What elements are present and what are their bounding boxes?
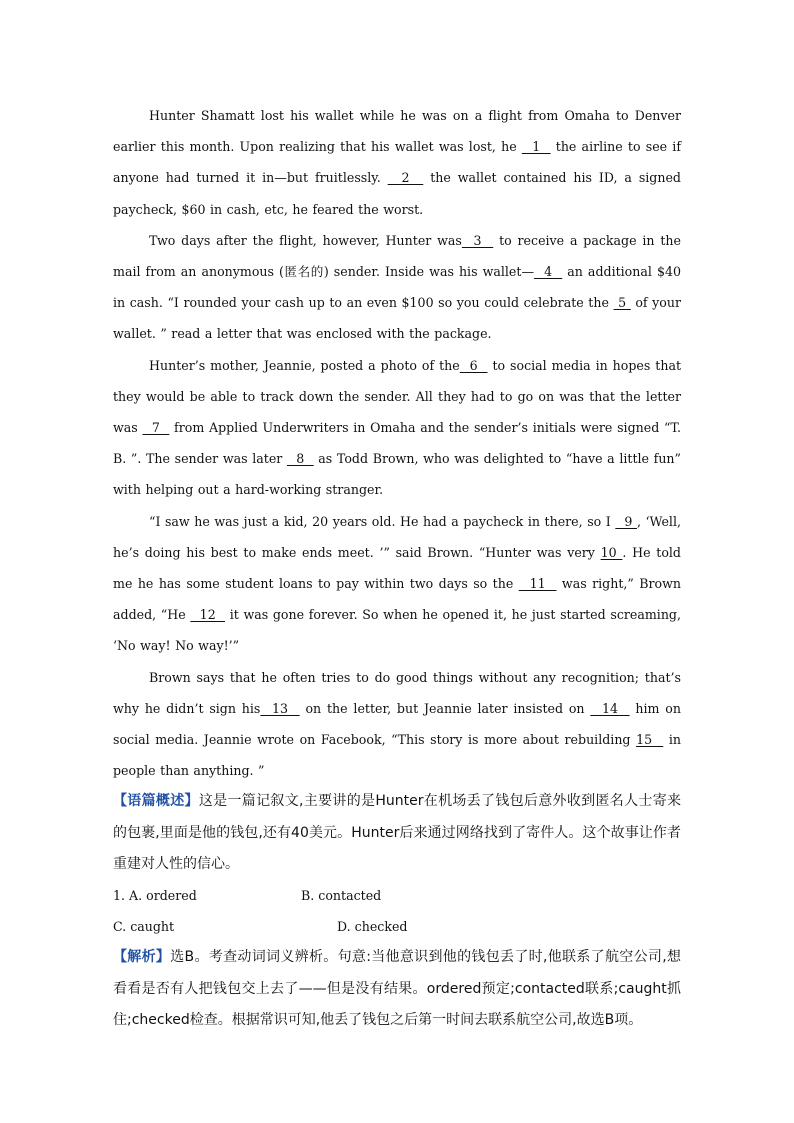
- options-row-1: [113, 880, 681, 911]
- option-d: D. checked: [337, 919, 408, 935]
- blank-4: 4: [534, 264, 563, 280]
- text: an additional $40 in cash. “I rounded your cash up to an even $100 so you could celebrate the: [113, 264, 681, 311]
- text: to receive a package in the mail from an anonymous (匿名的) sender. Inside was his wallet—: [113, 232, 681, 280]
- blank-5: 5: [613, 295, 631, 311]
- blank-6: 6: [459, 357, 488, 373]
- text: Hunter Shamatt lost his wallet while he was on a flight from Omaha to Denver earlier this month. Upon realizing that his wallet was lost, he: [113, 108, 681, 155]
- passage-paragraph-1: [113, 100, 681, 225]
- blank-8: 8: [286, 451, 314, 467]
- blank-2: 2: [387, 170, 424, 186]
- blank-7: 7: [142, 420, 170, 436]
- options-row-2: [113, 911, 681, 942]
- text: him on social media. Jeannie wrote on Facebook, “This story is more about rebuilding: [113, 700, 681, 748]
- answer-analysis: [113, 942, 681, 1036]
- option-b: B. contacted: [301, 888, 382, 904]
- blank-14: 14: [590, 700, 630, 716]
- analysis-tag: 【解析】: [113, 949, 171, 966]
- text: from Applied Underwriters in Omaha and the sender’s initials were signed “T. B. ”. The sender was later: [113, 420, 681, 467]
- text: was right,” Brown added, “He: [113, 576, 682, 623]
- document-page: [113, 100, 681, 1036]
- text: as Todd Brown, who was delighted to “have a little fun” with helping out a hard-working stranger.: [113, 451, 681, 498]
- text: the airline to see if anyone had turned it in—but fruitlessly.: [113, 139, 681, 186]
- text: Hunter’s mother, Jeannie, posted a photo of the: [149, 357, 460, 373]
- passage-paragraph-3: [113, 350, 681, 506]
- blank-10: 10: [600, 544, 623, 560]
- text: “I saw he was just a kid, 20 years old. He had a paycheck in there, so I: [149, 513, 616, 529]
- text: on the letter, but Jeannie later insisted on: [299, 700, 591, 716]
- blank-3: 3: [461, 232, 494, 248]
- text: it was gone forever. So when he opened it, he just started screaming, ‘No way! No way!’”: [113, 607, 682, 654]
- text: in people than anything. ”: [113, 732, 681, 779]
- text: Brown says that he often tries to do good things without any recognition; that’s why he didn’t sign his: [113, 669, 681, 716]
- blank-9: 9: [615, 513, 637, 529]
- summary-text: 这是一篇记叙文,主要讲的是Hunter在机场丢了钱包后意外收到匿名人士寄来的包裹,里面是他的钱包,还有40美元。Hunter后来通过网络找到了寄件人。这个故事让作者重建对人性的信心。: [113, 793, 681, 872]
- option-a: 1. A. ordered: [113, 888, 197, 904]
- text: of your wallet. ” read a letter that was enclosed with the package.: [113, 295, 681, 342]
- blank-15: 15: [636, 732, 664, 748]
- text: . He told me he has some student loans to pay within two days so the: [113, 544, 681, 592]
- passage-paragraph-4: [113, 506, 681, 662]
- blank-12: 12: [190, 607, 226, 623]
- blank-11: 11: [518, 576, 557, 592]
- blank-13: 13: [260, 700, 300, 716]
- passage-paragraph-5: [113, 662, 681, 787]
- passage-summary: [113, 786, 681, 880]
- question-1-options: [113, 880, 681, 942]
- option-c: C. caught: [113, 919, 175, 935]
- analysis-text: 选B。考查动词词义辨析。句意:当他意识到他的钱包丢了时,他联系了航空公司,想看看是否有人把钱包交上去了——但是没有结果。ordered预定;contacted联系;caught抓住;checked检查。根据常识可知,他丢了钱包之后第一时间去联系航空公司,故选B项。: [113, 949, 681, 1028]
- text: the wallet contained his ID, a signed paycheck, $60 in cash, etc, he feared the worst.: [113, 170, 681, 217]
- passage-paragraph-2: [113, 225, 681, 350]
- summary-tag: 【语篇概述】: [113, 793, 199, 810]
- blank-1: 1: [521, 139, 551, 155]
- text: Two days after the flight, however, Hunter was: [149, 232, 462, 248]
- text: to social media in hopes that they would be able to track down the sender. All they had to go on was that the letter was: [113, 357, 682, 436]
- text: , ‘Well, he’s doing his best to make ends meet. ’” said Brown. “Hunter was very: [113, 513, 681, 560]
